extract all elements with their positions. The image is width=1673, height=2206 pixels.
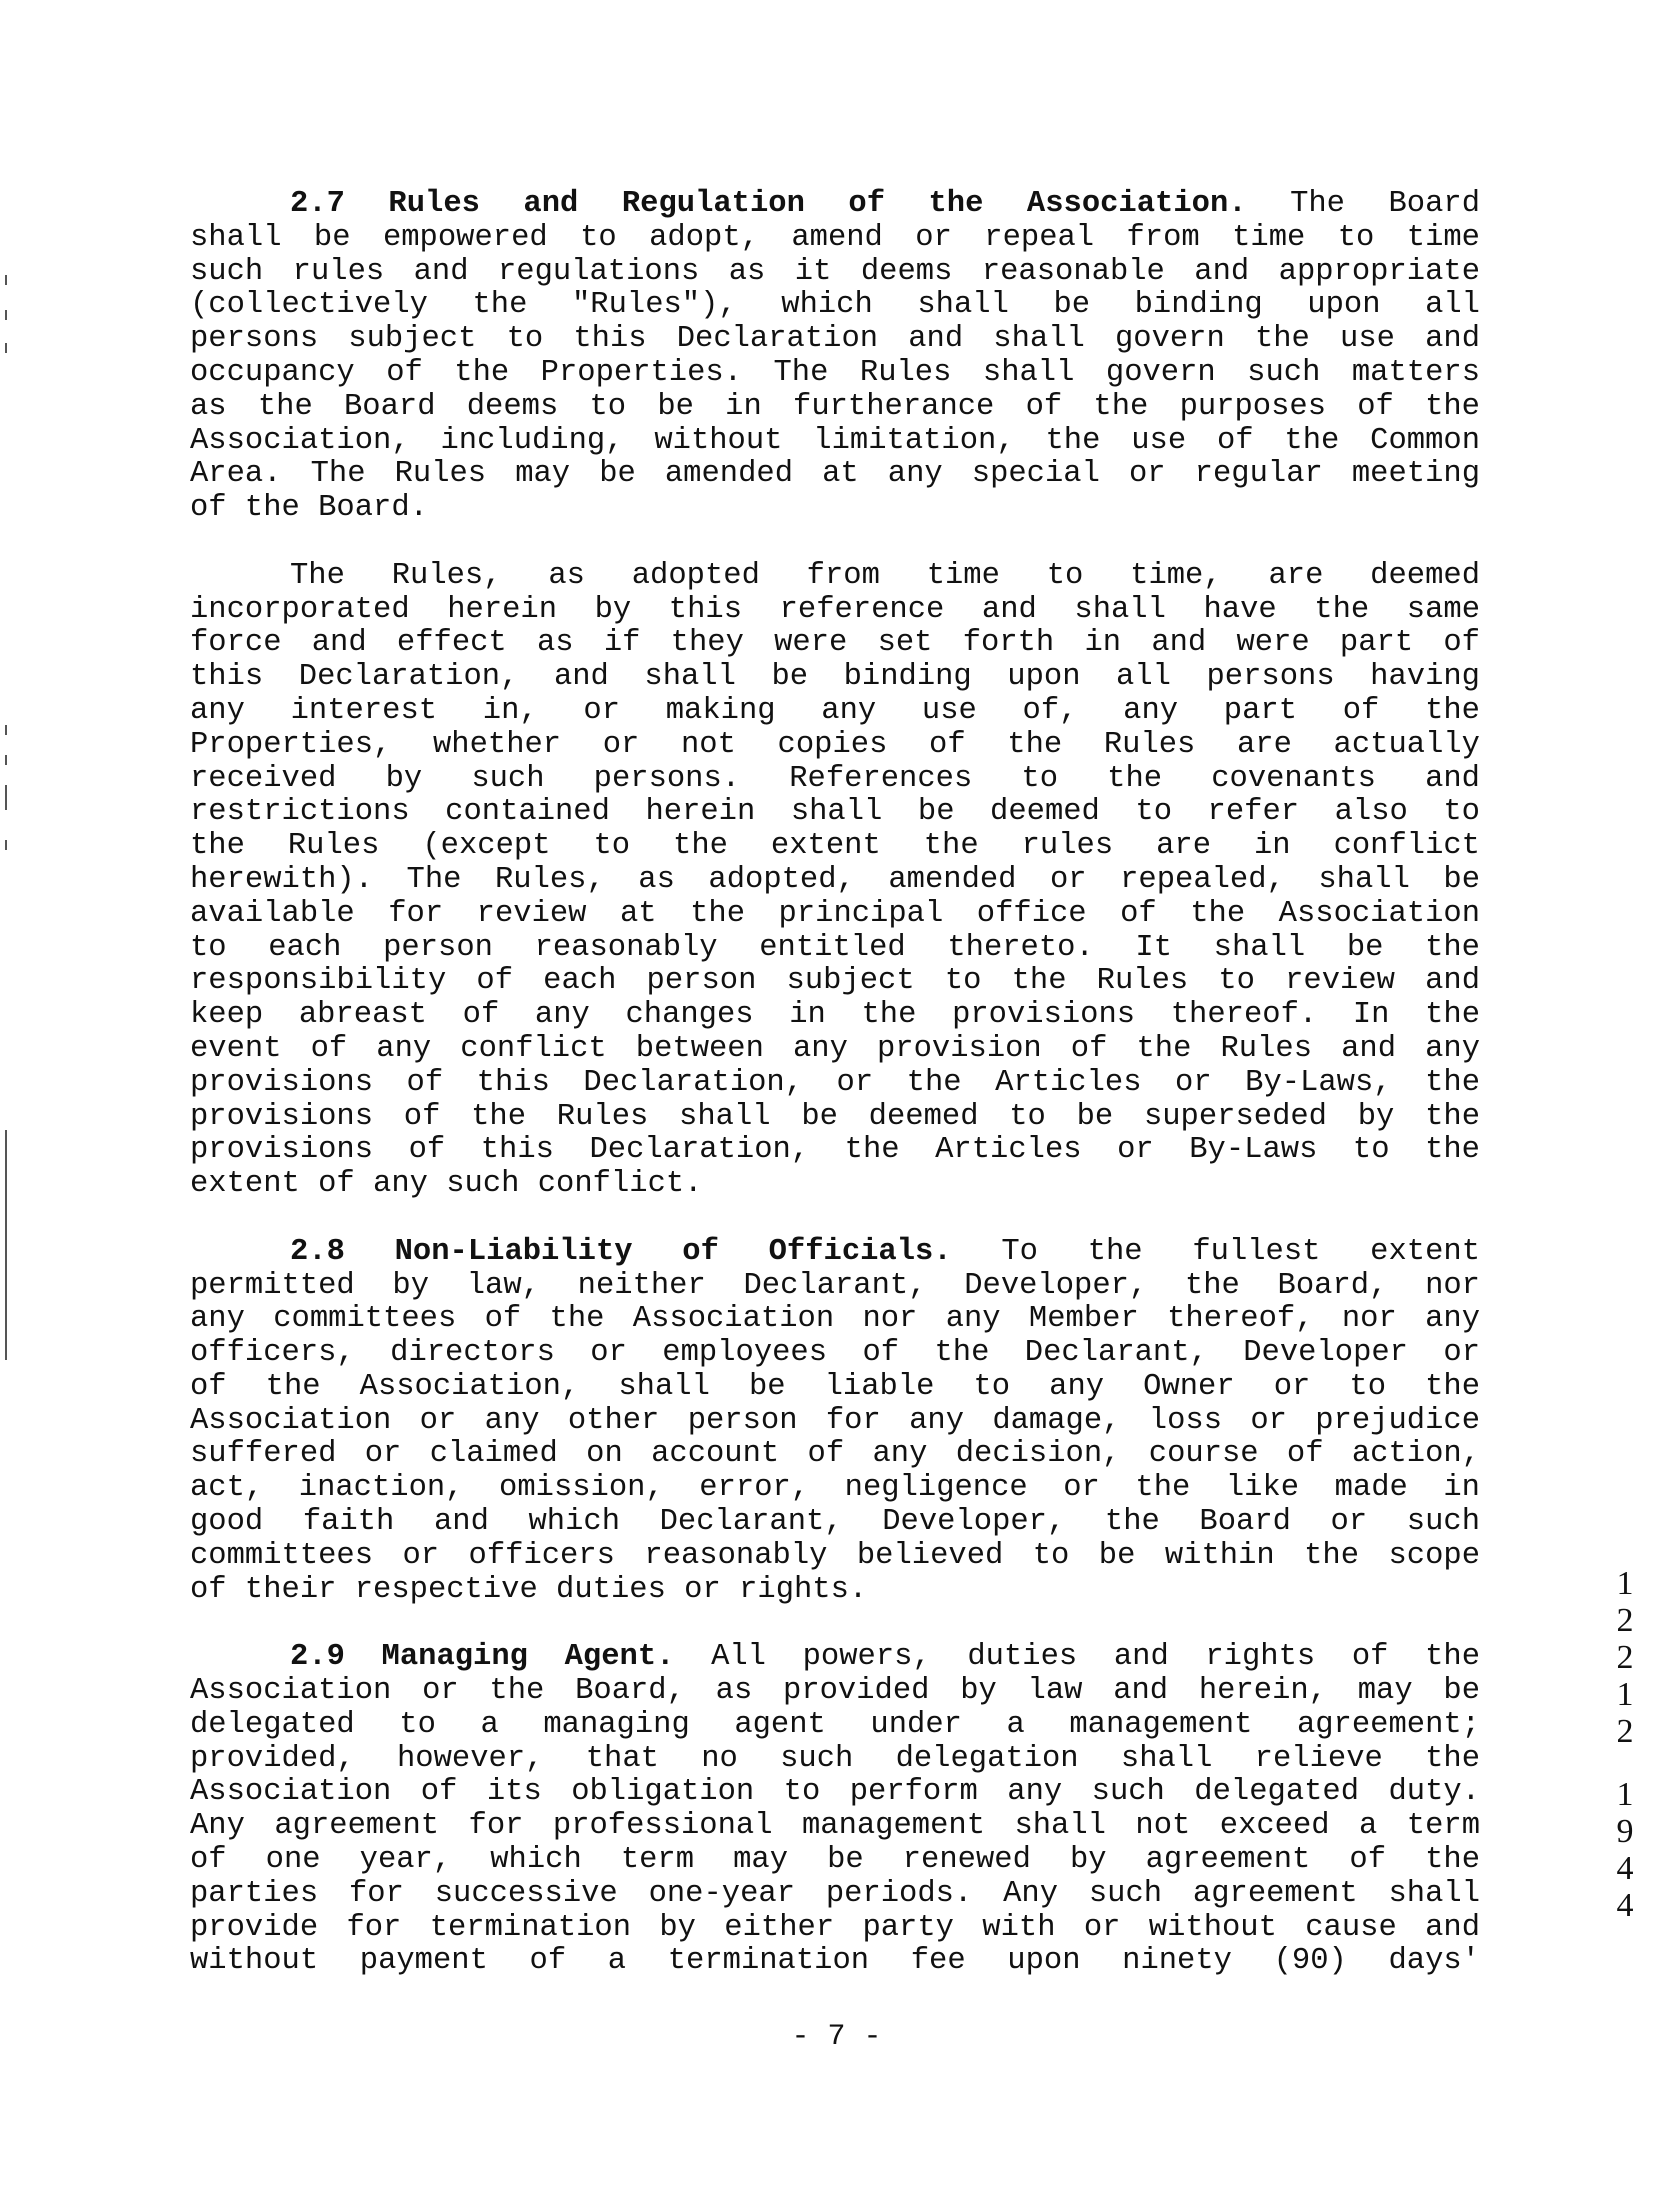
text-line: extent of any such conflict. <box>190 1168 703 1202</box>
section-2-7-rules <box>190 188 1480 222</box>
margin-mark <box>5 755 7 765</box>
text-line: provisions of this Declaration, the Articles or By-Laws to the <box>190 1134 1480 1168</box>
page-ref-digit: 1 <box>1616 1776 1634 1813</box>
margin-mark <box>5 310 7 320</box>
text-line: The Board <box>1246 188 1480 221</box>
book-page-reference <box>1605 1565 1645 1924</box>
text-line: force and effect as if they were set forth in and were part of <box>190 627 1480 661</box>
text-line: committees or officers reasonably believed to be within the scope <box>190 1539 1480 1573</box>
book-ref-digit: 1 <box>1616 1676 1634 1713</box>
text-line: Association or the Board, as provided by law and herein, may be <box>190 1675 1480 1709</box>
section-heading: 2.9 Managing Agent. <box>290 1641 675 1675</box>
page-ref-digit: 4 <box>1616 1850 1634 1887</box>
text-line: To the fullest extent <box>951 1235 1480 1269</box>
text-line: to each person reasonably entitled thereto. It shall be the <box>190 931 1480 965</box>
text-line: available for review at the principal office of the Association <box>190 897 1480 931</box>
page-ref-digit: 9 <box>1616 1813 1634 1850</box>
margin-mark <box>5 1130 7 1360</box>
text-line: shall be empowered to adopt, amend or repeal from time to time <box>190 221 1480 255</box>
text-line: incorporated herein by this reference and shall have the same <box>190 593 1480 627</box>
text-line: any committees of the Association nor any Member thereof, nor any <box>190 1303 1480 1337</box>
text-line: event of any conflict between any provision of the Rules and any <box>190 1032 1480 1066</box>
rules-incorporation-paragraph <box>190 560 1480 1202</box>
text-line: Association of its obligation to perform any such delegated duty. <box>190 1776 1480 1810</box>
text-line: Association, including, without limitation, the use of the Common <box>190 424 1480 458</box>
text-line: The Rules, as adopted from time to time, are deemed <box>290 559 1480 593</box>
text-line: without payment of a termination fee upon ninety (90) days' <box>190 1945 1480 1979</box>
text-line: restrictions contained herein shall be deemed to refer also to <box>190 796 1480 830</box>
page-number: - 7 - <box>791 2020 882 2054</box>
text-line: All powers, duties and rights of the <box>674 1641 1480 1675</box>
text-line: keep abreast of any changes in the provisions thereof. In the <box>190 999 1480 1033</box>
text-line: permitted by law, neither Declarant, Developer, the Board, nor <box>190 1269 1480 1303</box>
text-line: the Rules (except to the extent the rules are in conflict <box>190 830 1480 864</box>
section-2-7-body <box>190 188 1480 526</box>
text-line: officers, directors or employees of the Declarant, Developer or <box>190 1337 1480 1371</box>
margin-mark <box>5 725 7 735</box>
text-line: herewith). The Rules, as adopted, amended or repealed, shall be <box>190 863 1480 897</box>
text-line: Properties, whether or not copies of the Rules are actually <box>190 728 1480 762</box>
text-line: received by such persons. References to the covenants and <box>190 762 1480 796</box>
text-line: act, inaction, omission, error, negligence or the like made in <box>190 1472 1480 1506</box>
book-ref-digit: 2 <box>1616 1602 1634 1639</box>
section-2-8-non-liability <box>190 1236 1480 1608</box>
text-line: suffered or claimed on account of any decision, course of action, <box>190 1438 1480 1472</box>
text-line: Area. The Rules may be amended at any special or regular meeting <box>190 458 1480 492</box>
book-ref-digit: 2 <box>1616 1639 1634 1676</box>
text-line: this Declaration, and shall be binding upon all persons having <box>190 661 1480 695</box>
section-heading: 2.7 Rules and Regulation of the Association. <box>290 188 1247 221</box>
margin-mark <box>5 785 7 810</box>
text-line: of their respective duties or rights. <box>190 1573 868 1607</box>
text-line: such rules and regulations as it deems reasonable and appropriate <box>190 255 1480 289</box>
book-ref-digit: 2 <box>1616 1713 1634 1750</box>
text-line: delegated to a managing agent under a management agreement; <box>190 1708 1480 1742</box>
body-text <box>190 188 1480 2013</box>
text-line: responsibility of each person subject to the Rules to review and <box>190 965 1480 999</box>
text-line: (collectively the "Rules"), which shall be binding upon all <box>190 289 1480 323</box>
section-2-9-managing-agent <box>190 1641 1480 1979</box>
text-line: of the Board. <box>190 492 428 526</box>
book-ref-digit: 1 <box>1616 1565 1634 1602</box>
text-line: Any agreement for professional management shall not exceed a term <box>190 1810 1480 1844</box>
page-ref-digit: 4 <box>1616 1887 1634 1924</box>
text-line: of one year, which term may be renewed by agreement of the <box>190 1844 1480 1878</box>
section-heading: 2.8 Non-Liability of Officials. <box>290 1235 952 1269</box>
text-line: provide for termination by either party with or without cause and <box>190 1911 1480 1945</box>
text-line: persons subject to this Declaration and shall govern the use and <box>190 323 1480 357</box>
text-line: good faith and which Declarant, Developer, the Board or such <box>190 1506 1480 1540</box>
text-line: provided, however, that no such delegation shall relieve the <box>190 1742 1480 1776</box>
text-line: of the Association, shall be liable to any Owner or to the <box>190 1370 1480 1404</box>
text-line: parties for successive one-year periods. Any such agreement shall <box>190 1877 1480 1911</box>
text-line: Association or any other person for any damage, loss or prejudice <box>190 1404 1480 1438</box>
text-line: any interest in, or making any use of, any part of the <box>190 694 1480 728</box>
text-line: as the Board deems to be in furtherance of the purposes of the <box>190 390 1480 424</box>
text-line: provisions of this Declaration, or the Articles or By-Laws, the <box>190 1066 1480 1100</box>
margin-mark <box>5 343 7 353</box>
margin-mark <box>5 275 7 285</box>
text-line: provisions of the Rules shall be deemed to be superseded by the <box>190 1100 1480 1134</box>
margin-mark <box>5 840 7 850</box>
text-line: occupancy of the Properties. The Rules shall govern such matters <box>190 356 1480 390</box>
